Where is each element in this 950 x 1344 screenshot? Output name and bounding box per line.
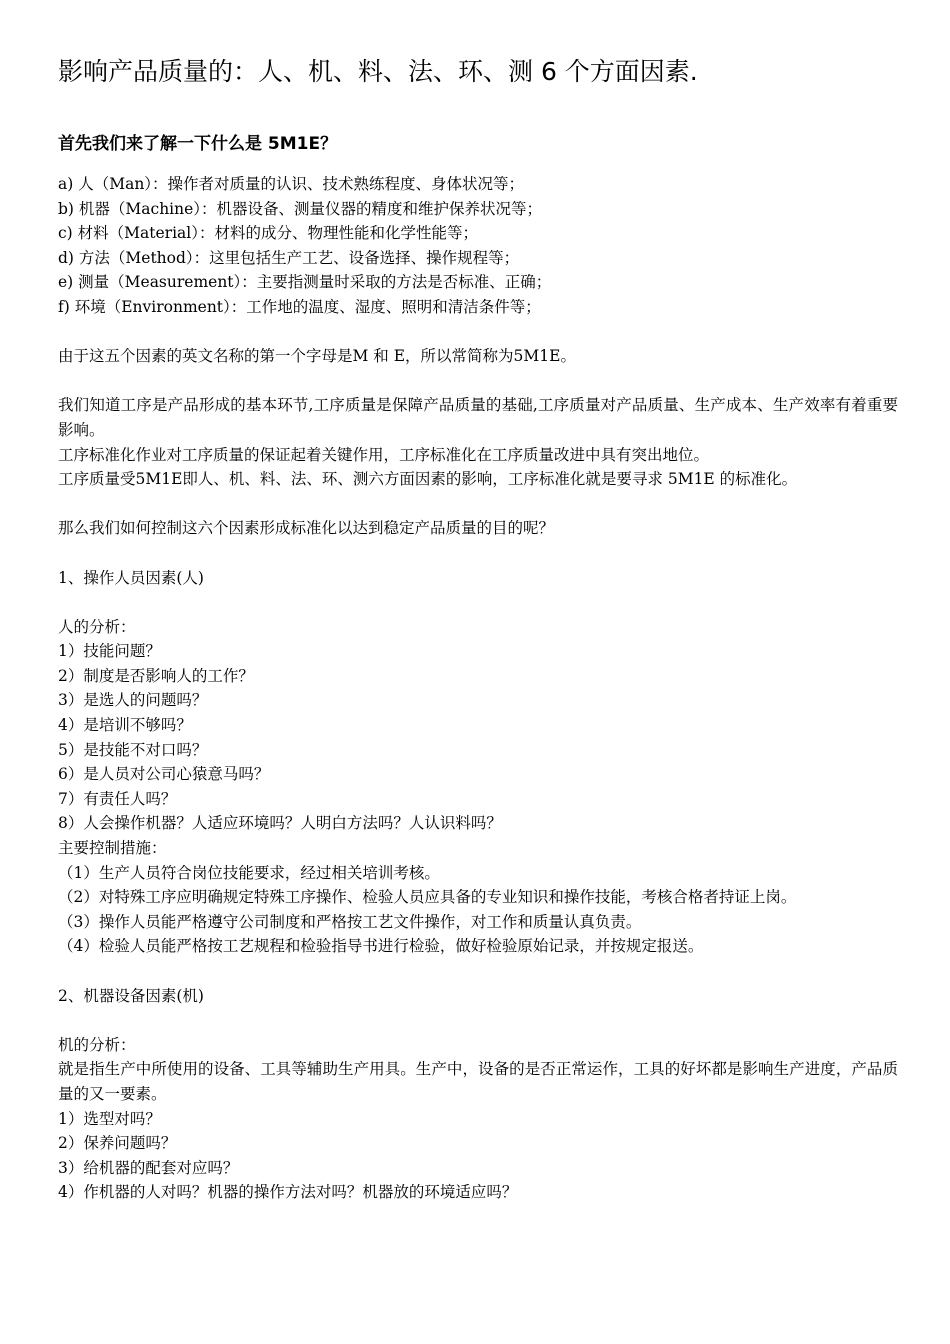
list-item: 2）制度是否影响人的工作？ <box>58 666 254 685</box>
blank-line <box>58 1008 898 1033</box>
section-2-analysis-label: 机的分析： <box>58 1035 136 1054</box>
list-item: 1）技能问题？ <box>58 642 161 661</box>
list-item: （3）操作人员能严格遵守公司制度和严格按工艺文件操作，对工作和质量认真负责。 <box>58 912 642 931</box>
factor-item-machine: b) 机器（Machine）：机器设备、测量仪器的精度和维护保养状况等； <box>58 199 543 218</box>
list-item: （2）对特殊工序应明确规定特殊工序操作、检验人员应具备的专业知识和操作技能，考核合格者持证上岗。 <box>58 888 797 907</box>
blank-line <box>58 959 898 984</box>
blank-line <box>58 541 898 566</box>
list-item: 4）作机器的人对吗？机器的操作方法对吗？机器放的环境适应吗？ <box>58 1183 518 1202</box>
document-title: 影响产品质量的：人、机、料、法、环、测 6 个方面因素. <box>58 57 698 86</box>
factor-list <box>58 172 898 320</box>
list-item: 3）给机器的配套对应吗？ <box>58 1158 239 1177</box>
list-item: （1）生产人员符合岗位技能要求，经过相关培训考核。 <box>58 863 440 882</box>
intro-paragraph-3: 工序质量受5M1E即人、机、料、法、环、测六方面因素的影响，工序标准化就是要寻求 5M1E 的标准化。 <box>58 470 798 489</box>
document-subtitle: 首先我们来了解一下什么是 5M1E？ <box>58 134 338 154</box>
list-item: 7）有责任人吗？ <box>58 789 177 808</box>
list-item: 4）是培训不够吗？ <box>58 716 192 735</box>
blank-line <box>58 320 898 345</box>
section-2-description: 就是指生产中所使用的设备、工具等辅助生产用具。生产中，设备的是否正常运作，工具的好坏都是影响生产进度，产品质量的又一要素。 <box>58 1060 898 1103</box>
intro-paragraph-1: 我们知道工序是产品形成的基本环节,工序质量是保障产品质量的基础,工序质量对产品质量、生产成本、生产效率有着重要影响。 <box>58 396 898 439</box>
factor-item-man: a) 人（Man）：操作者对质量的认识、技术熟练程度、身体状况等； <box>58 175 525 193</box>
intro-paragraph-2: 工序标准化作业对工序质量的保证起着关键作用，工序标准化在工序质量改进中具有突出地位。 <box>58 445 710 464</box>
list-item: 5）是技能不对口吗？ <box>58 740 208 759</box>
factor-item-method: d) 方法（Method）：这里包括生产工艺、设备选择、操作规程等； <box>58 248 520 267</box>
question-paragraph: 那么我们如何控制这六个因素形成标准化以达到稳定产品质量的目的呢？ <box>58 519 555 538</box>
blank-line <box>58 492 898 517</box>
list-item: 3）是选人的问题吗？ <box>58 691 208 710</box>
factor-item-measurement: e) 测量（Measurement）：主要指测量时采取的方法是否标准、正确； <box>58 273 552 292</box>
list-item: 6）是人员对公司心猿意马吗？ <box>58 765 270 784</box>
section-1-measures-list <box>58 861 898 959</box>
document-body <box>58 172 898 1205</box>
section-1-measures-label: 主要控制措施： <box>58 839 167 858</box>
summary-paragraph: 由于这五个因素的英文名称的第一个字母是M 和 E，所以常简称为5M1E。 <box>58 347 576 366</box>
blank-line <box>58 369 898 394</box>
section-1-heading: 1、操作人员因素(人) <box>58 568 204 587</box>
list-item: （4）检验人员能严格按工艺规程和检验指导书进行检验，做好检验原始记录，并按规定报送。 <box>58 937 704 956</box>
section-2-heading: 2、机器设备因素(机) <box>58 986 204 1005</box>
list-item: 2）保养问题吗？ <box>58 1134 177 1153</box>
factor-item-environment: f) 环境（Environment）：工作地的温度、湿度、照明和清洁条件等； <box>58 297 541 316</box>
list-item: 1）选型对吗？ <box>58 1109 161 1128</box>
section-1-analysis-label: 人的分析： <box>58 617 136 636</box>
factor-item-material: c) 材料（Material）：材料的成分、物理性能和化学性能等； <box>58 224 478 243</box>
section-2-analysis-list <box>58 1107 898 1205</box>
list-item: 8）人会操作机器？人适应环境吗？人明白方法吗？人认识料吗？ <box>58 814 502 833</box>
section-1-analysis-list <box>58 639 898 836</box>
blank-line <box>58 590 898 615</box>
